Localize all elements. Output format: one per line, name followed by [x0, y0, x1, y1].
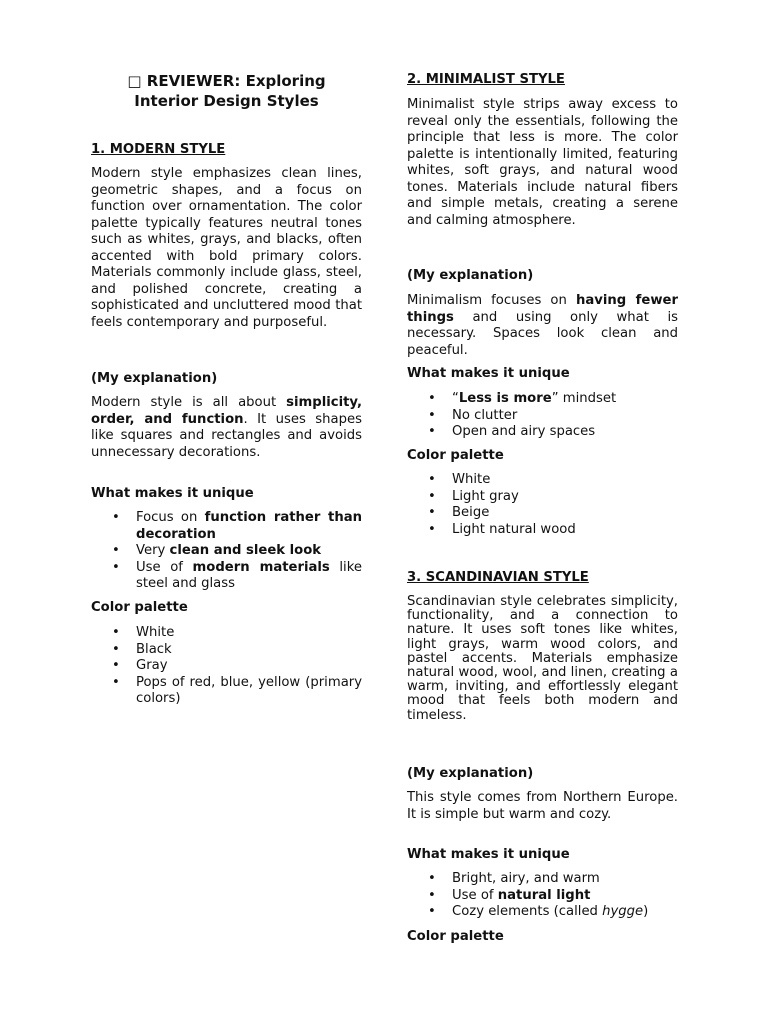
minimalist-unique-label: What makes it unique: [407, 366, 570, 381]
scandinavian-unique-label: What makes it unique: [407, 847, 570, 862]
modern-palette-label: Color palette: [91, 600, 188, 615]
list-item: • No clutter: [407, 408, 678, 425]
modern-unique-list: [91, 510, 362, 593]
scandinavian-palette-label: Color palette: [407, 929, 504, 944]
modern-explanation: Modern style is all about simplicity, order, and function. It uses shapes like squares and rectangles and avoids unnecessary decorations.: [91, 395, 362, 460]
modern-heading: 1. MODERN STYLE: [91, 142, 226, 157]
list-item: • “Less is more” mindset: [407, 391, 678, 408]
minimalist-paragraph: Minimalist style strips away excess to reveal only the essentials, following the principle that less is more. The color palette is intentionally limited, featuring whites, soft grays, and natural wood tones. Materials include natural fibers and simple metals, creating a serene and calming atmosphere.: [407, 97, 678, 228]
list-item: • Very clean and sleek look: [91, 543, 362, 560]
list-item: • Focus on function rather than decoration: [91, 510, 362, 543]
title-box-icon: □: [127, 72, 142, 90]
list-item: • Light natural wood: [407, 522, 678, 539]
modern-palette-list: [91, 625, 362, 708]
scandinavian-unique-list: [407, 871, 678, 921]
list-item: • White: [407, 472, 678, 489]
modern-paragraph: Modern style emphasizes clean lines, geometric shapes, and a focus on function over ornamentation. The color palette typically features neutral tones such as whites, grays, and blacks, often accented with bold primary colors. Materials commonly include glass, steel, and polished concrete, creating a sophisticated and uncluttered mood that feels contemporary and purposeful.: [91, 166, 362, 330]
scandinavian-explanation-label: (My explanation): [407, 766, 534, 781]
list-item: • Use of modern materials like steel and glass: [91, 560, 362, 593]
minimalist-explanation-label: (My explanation): [407, 268, 534, 283]
scandinavian-explanation: This style comes from Northern Europe. It is simple but warm and cozy.: [407, 790, 678, 822]
list-item: • Use of natural light: [407, 888, 678, 905]
minimalist-unique-list: [407, 391, 678, 441]
scandinavian-paragraph: Scandinavian style celebrates simplicity, functionality, and a connection to nature. It uses soft tones like whites, light grays, warm wood colors, and pastel accents. Materials emphasize natural wood, wool, and linen, creating a warm, inviting, and effortlessly elegant mood that feels both modern and timeless.: [407, 594, 678, 723]
list-item: • Bright, airy, and warm: [407, 871, 678, 888]
minimalist-palette-list: [407, 472, 678, 538]
modern-unique-label: What makes it unique: [91, 486, 254, 501]
minimalist-heading: 2. MINIMALIST STYLE: [407, 72, 565, 87]
list-item: • Black: [91, 642, 362, 659]
title-line-1: □ REVIEWER: Exploring: [127, 72, 326, 90]
list-item: • Open and airy spaces: [407, 424, 678, 441]
list-item: • White: [91, 625, 362, 642]
list-item: • Gray: [91, 658, 362, 675]
document-title: [91, 72, 362, 111]
list-item: • Pops of red, blue, yellow (primary colors): [91, 675, 362, 708]
scandinavian-heading: 3. SCANDINAVIAN STYLE: [407, 570, 589, 585]
list-item: • Beige: [407, 505, 678, 522]
title-line-2: Interior Design Styles: [134, 91, 319, 110]
modern-explanation-label: (My explanation): [91, 371, 218, 386]
minimalist-explanation: Minimalism focuses on having fewer things and using only what is necessary. Spaces look clean and peaceful.: [407, 293, 678, 358]
list-item: • Light gray: [407, 489, 678, 506]
list-item: • Cozy elements (called hygge): [407, 904, 678, 921]
minimalist-palette-label: Color palette: [407, 448, 504, 463]
